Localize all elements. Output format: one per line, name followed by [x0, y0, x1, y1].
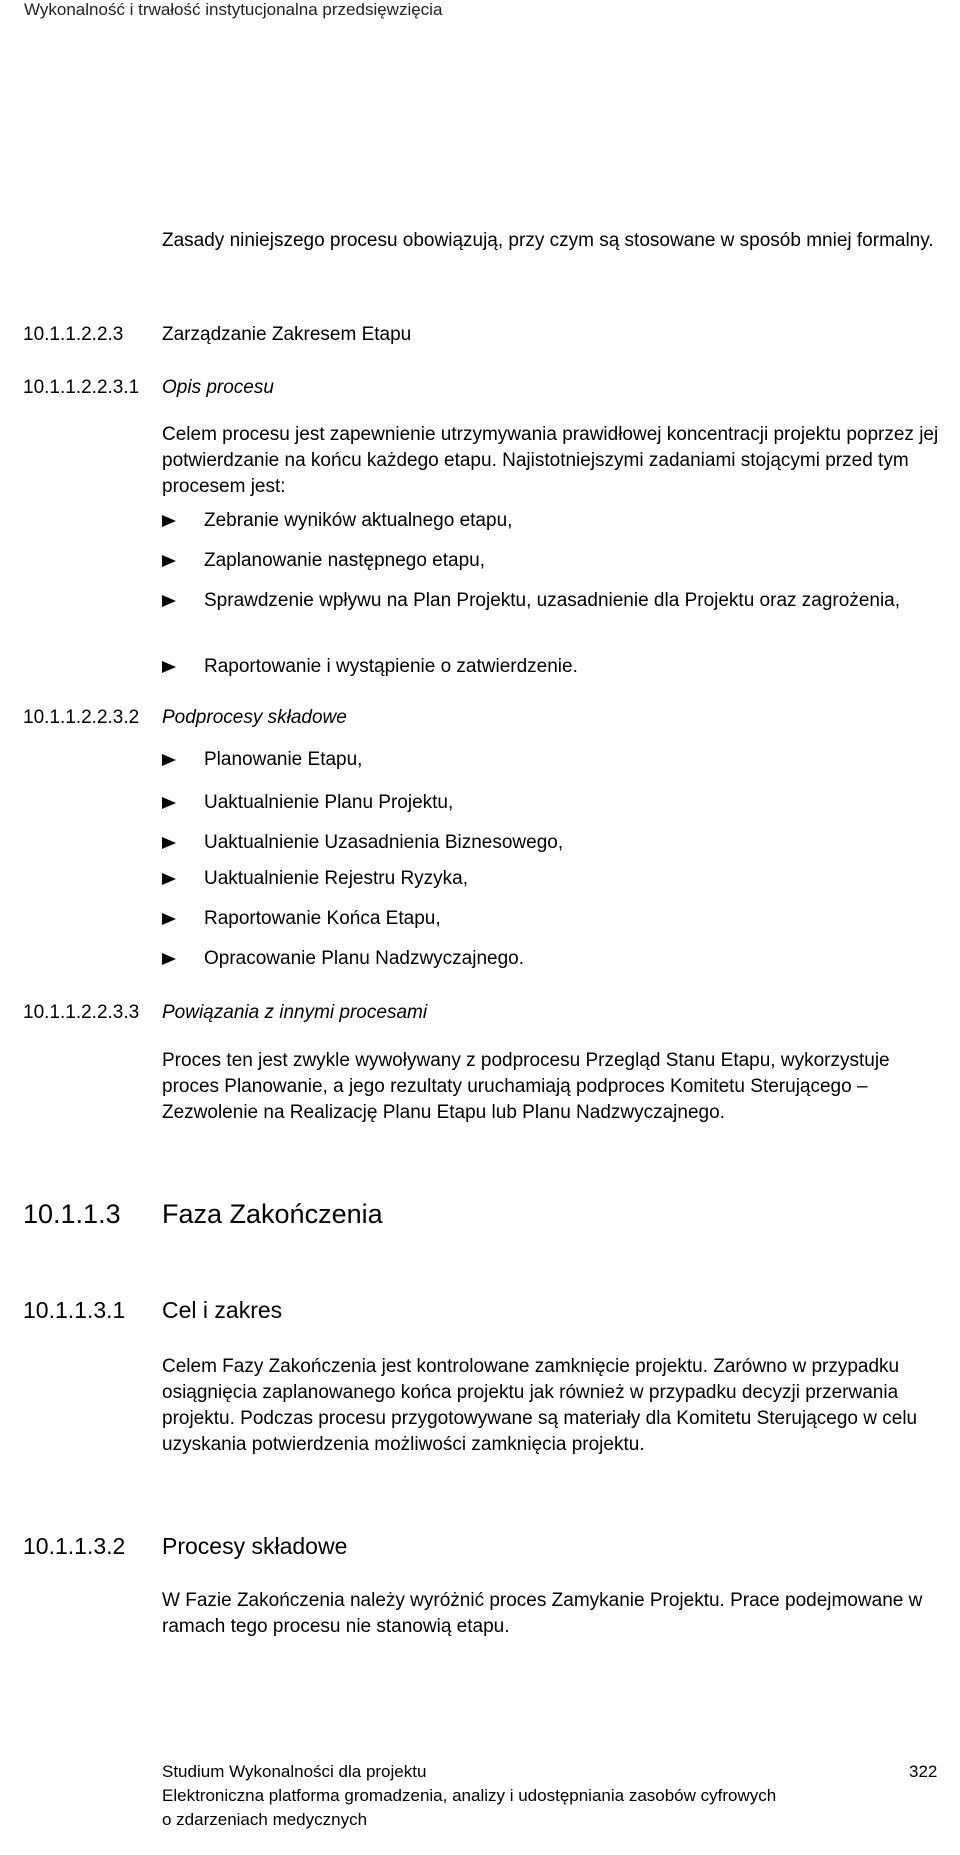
list-item-text: Zebranie wyników aktualnego etapu,: [204, 510, 513, 531]
triangle-bullet-icon: [162, 515, 176, 527]
list-item: [162, 906, 940, 932]
intro-paragraph: Zasady niniejszego procesu obowiązują, przy czym są stosowane w sposób mniej formalny.: [162, 230, 934, 251]
list-item-text: Uaktualnienie Rejestru Ryzyka,: [204, 868, 469, 889]
triangle-bullet-icon: [162, 873, 176, 885]
triangle-bullet-icon: [162, 953, 176, 965]
list-item: [162, 508, 940, 534]
subsection-number: 10.1.1.2.2.3.2: [23, 707, 140, 728]
triangle-bullet-icon: [162, 555, 176, 567]
description-paragraph: Proces ten jest zwykle wywoływany z podprocesu Przegląd Stanu Etapu, wykorzystuje proces Planowanie, a jego rezultaty uruchamiają podproces Komitetu Sterującego – Zezwolenie na Realizację Planu Etapu lub Planu Nadzwyczajnego.: [162, 1050, 890, 1123]
triangle-bullet-icon: [162, 595, 176, 607]
list-item: [162, 946, 940, 972]
list-item-text: Uaktualnienie Planu Projektu,: [204, 792, 454, 813]
footer-line: Elektroniczna platforma gromadzenia, analizy i udostępniania zasobów cyfrowych: [162, 1786, 777, 1805]
list-item: [162, 548, 940, 574]
section-number: 10.1.1.3: [23, 1199, 121, 1229]
subsection-number: 10.1.1.3.2: [23, 1533, 126, 1559]
list-item-text: Raportowanie i wystąpienie o zatwierdzenie.: [204, 656, 578, 677]
triangle-bullet-icon: [162, 754, 176, 766]
list-item: [162, 830, 940, 856]
subsection-title: Procesy składowe: [162, 1533, 348, 1559]
list-item: [162, 654, 940, 680]
section-title: Zarządzanie Zakresem Etapu: [162, 324, 412, 345]
subsection-title: Opis procesu: [162, 377, 274, 398]
list-item-text: Planowanie Etapu,: [204, 749, 363, 770]
list-item-text: Uaktualnienie Uzasadnienia Biznesowego,: [204, 832, 564, 853]
subsection-number: 10.1.1.2.2.3.3: [23, 1002, 140, 1023]
triangle-bullet-icon: [162, 661, 176, 673]
description-paragraph: W Fazie Zakończenia należy wyróżnić proces Zamykanie Projektu. Prace podejmowane w ramach tego procesu nie stanowią etapu.: [162, 1590, 923, 1637]
running-header: Wykonalność i trwałość instytucjonalna przedsięwzięcia: [24, 0, 443, 19]
subsection-number: 10.1.1.2.2.3.1: [23, 377, 140, 398]
triangle-bullet-icon: [162, 837, 176, 849]
subsection-title: Cel i zakres: [162, 1297, 283, 1323]
list-item-text: Opracowanie Planu Nadzwyczajnego.: [204, 948, 525, 969]
section-number: 10.1.1.2.2.3: [23, 324, 124, 345]
subsection-title: Podprocesy składowe: [162, 707, 347, 728]
triangle-bullet-icon: [162, 913, 176, 925]
page-number: 322: [909, 1762, 938, 1781]
description-paragraph: Celem procesu jest zapewnienie utrzymywania prawidłowej koncentracji projektu poprzez jej potwierdzanie na końcu każdego etapu. Najistotniejszymi zadaniami stojącymi przed tym procesem jest:: [162, 424, 939, 497]
list-item-text: Sprawdzenie wpływu na Plan Projektu, uzasadnienie dla Projektu oraz zagrożenia,: [204, 590, 901, 611]
list-item: [162, 747, 940, 773]
list-item: [162, 866, 940, 892]
subsection-title: Powiązania z innymi procesami: [162, 1002, 428, 1023]
description-paragraph: Celem Fazy Zakończenia jest kontrolowane zamknięcie projektu. Zarówno w przypadku osiągnięcia zaplanowanego końca projektu jak również w przypadku decyzji przerwania projektu. Podczas procesu przygotowywane są materiały dla Komitetu Sterującego w celu uzyskania potwierdzenia możliwości zamknięcia projektu.: [162, 1356, 918, 1455]
section-title: Faza Zakończenia: [162, 1199, 383, 1229]
triangle-bullet-icon: [162, 797, 176, 809]
list-item: [162, 588, 940, 614]
footer-line: Studium Wykonalności dla projektu: [162, 1762, 427, 1781]
list-item-text: Zaplanowanie następnego etapu,: [204, 550, 486, 571]
subsection-number: 10.1.1.3.1: [23, 1297, 126, 1323]
footer-line: o zdarzeniach medycznych: [162, 1810, 368, 1829]
list-item-text: Raportowanie Końca Etapu,: [204, 908, 441, 929]
list-item: [162, 790, 940, 816]
